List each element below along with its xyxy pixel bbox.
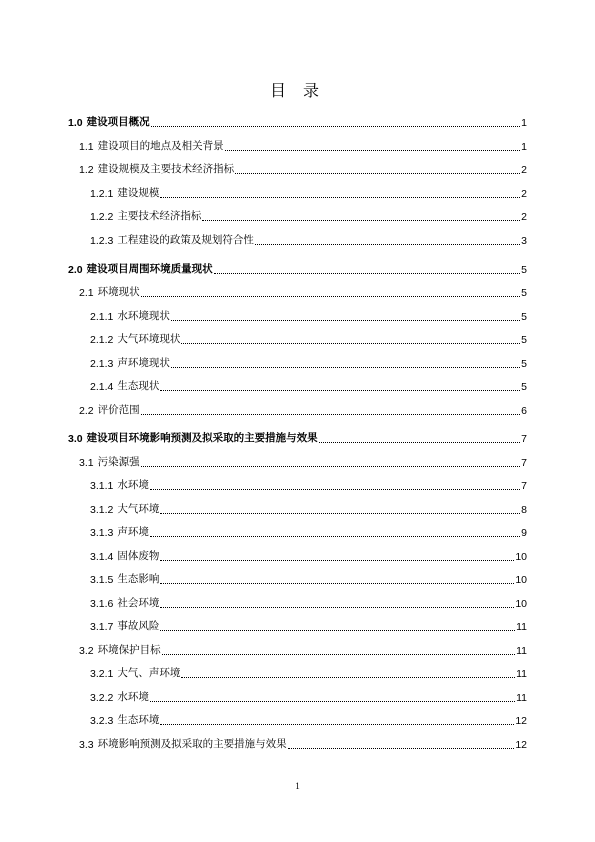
toc-entry-page: 1 [521,141,527,153]
toc-entry-title: 环境保护目标 [97,645,161,656]
toc-entry-page: 5 [521,287,527,299]
dot-leader [160,630,515,631]
dot-leader [225,150,521,151]
dot-leader [160,724,514,725]
toc-entry[interactable] [79,737,527,753]
dot-leader [141,466,521,467]
toc-entry-number: 3.1.4 [90,551,114,563]
toc-entry-title: 固体废物 [117,551,160,562]
toc-entry-number: 2.2 [79,405,94,417]
toc-entry-number: 1.2.3 [90,235,114,247]
toc-entry-page: 11 [516,645,527,657]
toc-entry-title: 生态环境 [117,715,160,726]
toc-entry-page: 12 [515,715,527,727]
toc-entry-page: 3 [521,235,527,247]
toc-entry-title: 生态影响 [117,574,160,585]
toc-entry-title: 建设项目概况 [86,117,150,128]
toc-entry-page: 7 [521,433,527,445]
toc-entry[interactable] [90,713,527,729]
dot-leader [235,173,520,174]
toc-entry-page: 5 [521,358,527,370]
toc-entry-title: 工程建设的政策及规划符合性 [117,235,254,246]
toc-entry-number: 3.1.5 [90,574,114,586]
toc-entry[interactable] [79,643,527,659]
toc-entry[interactable] [68,431,527,447]
toc-entry-page: 9 [521,527,527,539]
toc-entry[interactable] [90,525,527,541]
toc-entry-page: 11 [516,668,527,680]
dot-leader [150,536,520,537]
toc-entry-number: 2.1.4 [90,381,114,393]
toc-entry-title: 污染源强 [97,457,140,468]
toc-entry-title: 环境影响预测及拟采取的主要措施与效果 [97,739,287,750]
toc-entry-title: 环境现状 [97,287,140,298]
toc-entry-title: 生态现状 [117,381,160,392]
dot-leader [319,442,521,443]
dot-leader [160,583,514,584]
toc-entry-page: 5 [521,264,527,276]
dot-leader [141,296,521,297]
toc-entry-page: 5 [521,311,527,323]
toc-entry-title: 水环境 [117,692,149,703]
toc-entry-number: 1.2.2 [90,211,114,223]
dot-leader [160,197,520,198]
toc-entry-page: 10 [515,551,527,563]
dot-leader [255,244,520,245]
toc-entry-number: 2.0 [68,264,83,276]
dot-leader [162,654,515,655]
toc-entry-page: 5 [521,334,527,346]
toc-entry-page: 2 [521,211,527,223]
toc-entry-title: 大气环境现状 [117,334,181,345]
toc-entry[interactable] [90,209,527,225]
toc-entry[interactable] [90,572,527,588]
toc-entry-number: 2.1 [79,287,94,299]
toc-entry-page: 11 [516,692,527,704]
toc-entry[interactable] [90,478,527,494]
toc-entry[interactable] [90,186,527,202]
toc-entry[interactable] [90,596,527,612]
toc-entry-title: 社会环境 [117,598,160,609]
toc-entry-page: 2 [521,164,527,176]
toc-entry-title: 事故风险 [117,621,160,632]
toc-entry-title: 建设项目的地点及相关背景 [97,141,224,152]
toc-entry[interactable] [90,332,527,348]
toc-entry-number: 3.1.7 [90,621,114,633]
toc-entry-number: 1.0 [68,117,83,129]
toc-entry-title: 大气、声环境 [117,668,181,679]
toc-entry[interactable] [79,403,527,419]
dot-leader [181,343,520,344]
dot-leader [150,701,515,702]
dot-leader [151,126,521,127]
toc-entry[interactable] [90,549,527,565]
dot-leader [202,220,520,221]
toc-entry-title: 主要技术经济指标 [117,211,202,222]
toc-entry-number: 2.1.3 [90,358,114,370]
dot-leader [160,513,520,514]
toc-entry-title: 大气环境 [117,504,160,515]
toc-entry-page: 2 [521,188,527,200]
toc-entry-number: 3.1 [79,457,94,469]
toc-entry-page: 7 [521,480,527,492]
toc-entry-number: 3.2.3 [90,715,114,727]
toc-entry-page: 5 [521,381,527,393]
toc-entry-title: 建设规模及主要技术经济指标 [97,164,235,175]
toc-entry-number: 3.2.2 [90,692,114,704]
toc-entry[interactable] [90,619,527,635]
toc-entry-title: 建设规模 [117,188,160,199]
toc-entry[interactable] [79,162,527,178]
dot-leader [171,320,520,321]
dot-leader [171,367,520,368]
toc-entry[interactable] [90,379,527,395]
toc-entry-page: 7 [521,457,527,469]
toc-entry[interactable] [79,455,527,471]
toc-entry[interactable] [90,233,527,249]
toc-entry-page: 10 [515,574,527,586]
toc-entry[interactable] [79,285,527,301]
dot-leader [160,607,514,608]
toc-entry-page: 12 [515,739,527,751]
toc-entry[interactable] [79,139,527,155]
toc-entry-number: 2.1.2 [90,334,114,346]
toc-entry-number: 1.2 [79,164,94,176]
dot-leader [160,390,520,391]
toc-entry-number: 3.0 [68,433,83,445]
toc-entry-page: 10 [515,598,527,610]
toc-entry-page: 1 [521,117,527,129]
dot-leader [214,273,521,274]
toc-entry-number: 1.1 [79,141,94,153]
toc-entry[interactable] [68,115,527,131]
toc-entry-number: 3.1.3 [90,527,114,539]
toc-entry-page: 11 [516,621,527,633]
toc-entry-title: 水环境 [117,480,149,491]
toc-entry-number: 3.2 [79,645,94,657]
toc-entry-number: 3.1.6 [90,598,114,610]
toc-entry-title: 水环境现状 [117,311,170,322]
dot-leader [141,414,521,415]
toc-entry-title: 建设项目周围环境质量现状 [86,264,213,275]
toc-entry-number: 3.3 [79,739,94,751]
toc-entry-page: 8 [521,504,527,516]
toc-entry-title: 声环境现状 [117,358,170,369]
toc-entry-number: 3.1.2 [90,504,114,516]
toc-entry-title: 声环境 [117,527,149,538]
toc-entry-page: 6 [521,405,527,417]
toc-entry-number: 2.1.1 [90,311,114,323]
toc-title: 目 录 [269,81,326,100]
toc-entry-number: 3.2.1 [90,668,114,680]
dot-leader [288,748,515,749]
toc-entry-number: 3.1.1 [90,480,114,492]
toc-entry[interactable] [90,666,527,682]
toc-entry[interactable] [90,690,527,706]
dot-leader [181,677,515,678]
dot-leader [150,489,520,490]
toc-entry[interactable] [90,502,527,518]
toc-entry[interactable] [90,356,527,372]
toc-entry[interactable] [90,309,527,325]
toc-entry-number: 1.2.1 [90,188,114,200]
dot-leader [160,560,514,561]
toc-entry-title: 建设项目环境影响预测及拟采取的主要措施与效果 [86,433,318,444]
page-number: 1 [295,781,300,791]
toc-entry[interactable] [68,262,527,278]
toc-entry-title: 评价范围 [97,405,140,416]
